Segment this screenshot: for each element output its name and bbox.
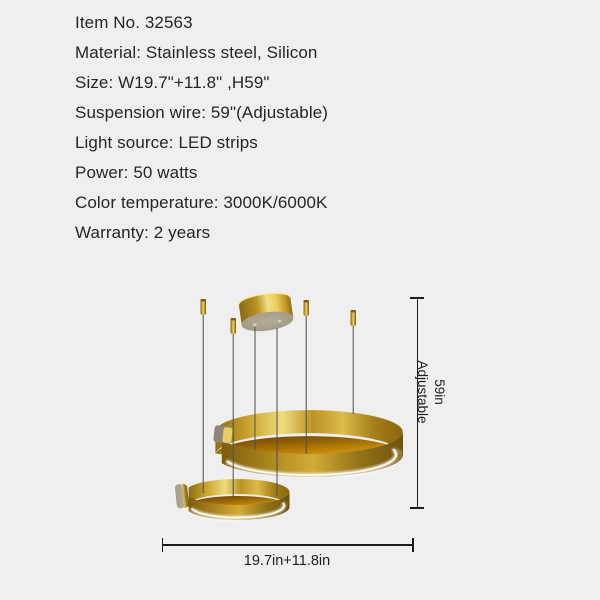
- height-dimension-label: [414, 360, 448, 423]
- height-dimension-value: 59in: [432, 379, 447, 405]
- height-dimension-tick-bottom: [410, 507, 424, 509]
- large-ring-end-cap: [213, 425, 233, 444]
- chandelier-canopy: [238, 291, 295, 335]
- ceiling-fitting-3: [304, 300, 310, 316]
- width-dimension-tick-left: [162, 538, 164, 552]
- ceiling-fitting-2: [231, 318, 237, 334]
- spec-line-item-no: Item No. 32563: [75, 13, 193, 32]
- spec-line-power: Power: 50 watts: [75, 163, 198, 182]
- ceiling-fitting-1: [201, 299, 207, 315]
- spec-line-size: Size: W19.7"+11.8" ,H59": [75, 73, 270, 92]
- spec-line-suspension: Suspension wire: 59"(Adjustable): [75, 103, 329, 122]
- height-dimension-tick-top: [410, 297, 424, 299]
- width-dimension-label: 19.7in+11.8in: [243, 553, 331, 569]
- spec-line-light-source: Light source: LED strips: [75, 133, 258, 152]
- spec-line-warranty: Warranty: 2 years: [75, 223, 211, 242]
- spec-line-material: Material: Stainless steel, Silicon: [75, 43, 318, 62]
- large-ring: [213, 410, 403, 477]
- small-ring: [175, 479, 290, 520]
- ceiling-fitting-4: [351, 310, 357, 326]
- width-dimension-tick-right: [412, 538, 414, 552]
- height-dimension-note: Adjustable: [415, 360, 430, 424]
- spec-line-color-temp: Color temperature: 3000K/6000K: [75, 193, 328, 212]
- spec-list: [75, 8, 328, 248]
- width-dimension-line: [162, 544, 413, 546]
- small-ring-end-cap: [175, 483, 189, 508]
